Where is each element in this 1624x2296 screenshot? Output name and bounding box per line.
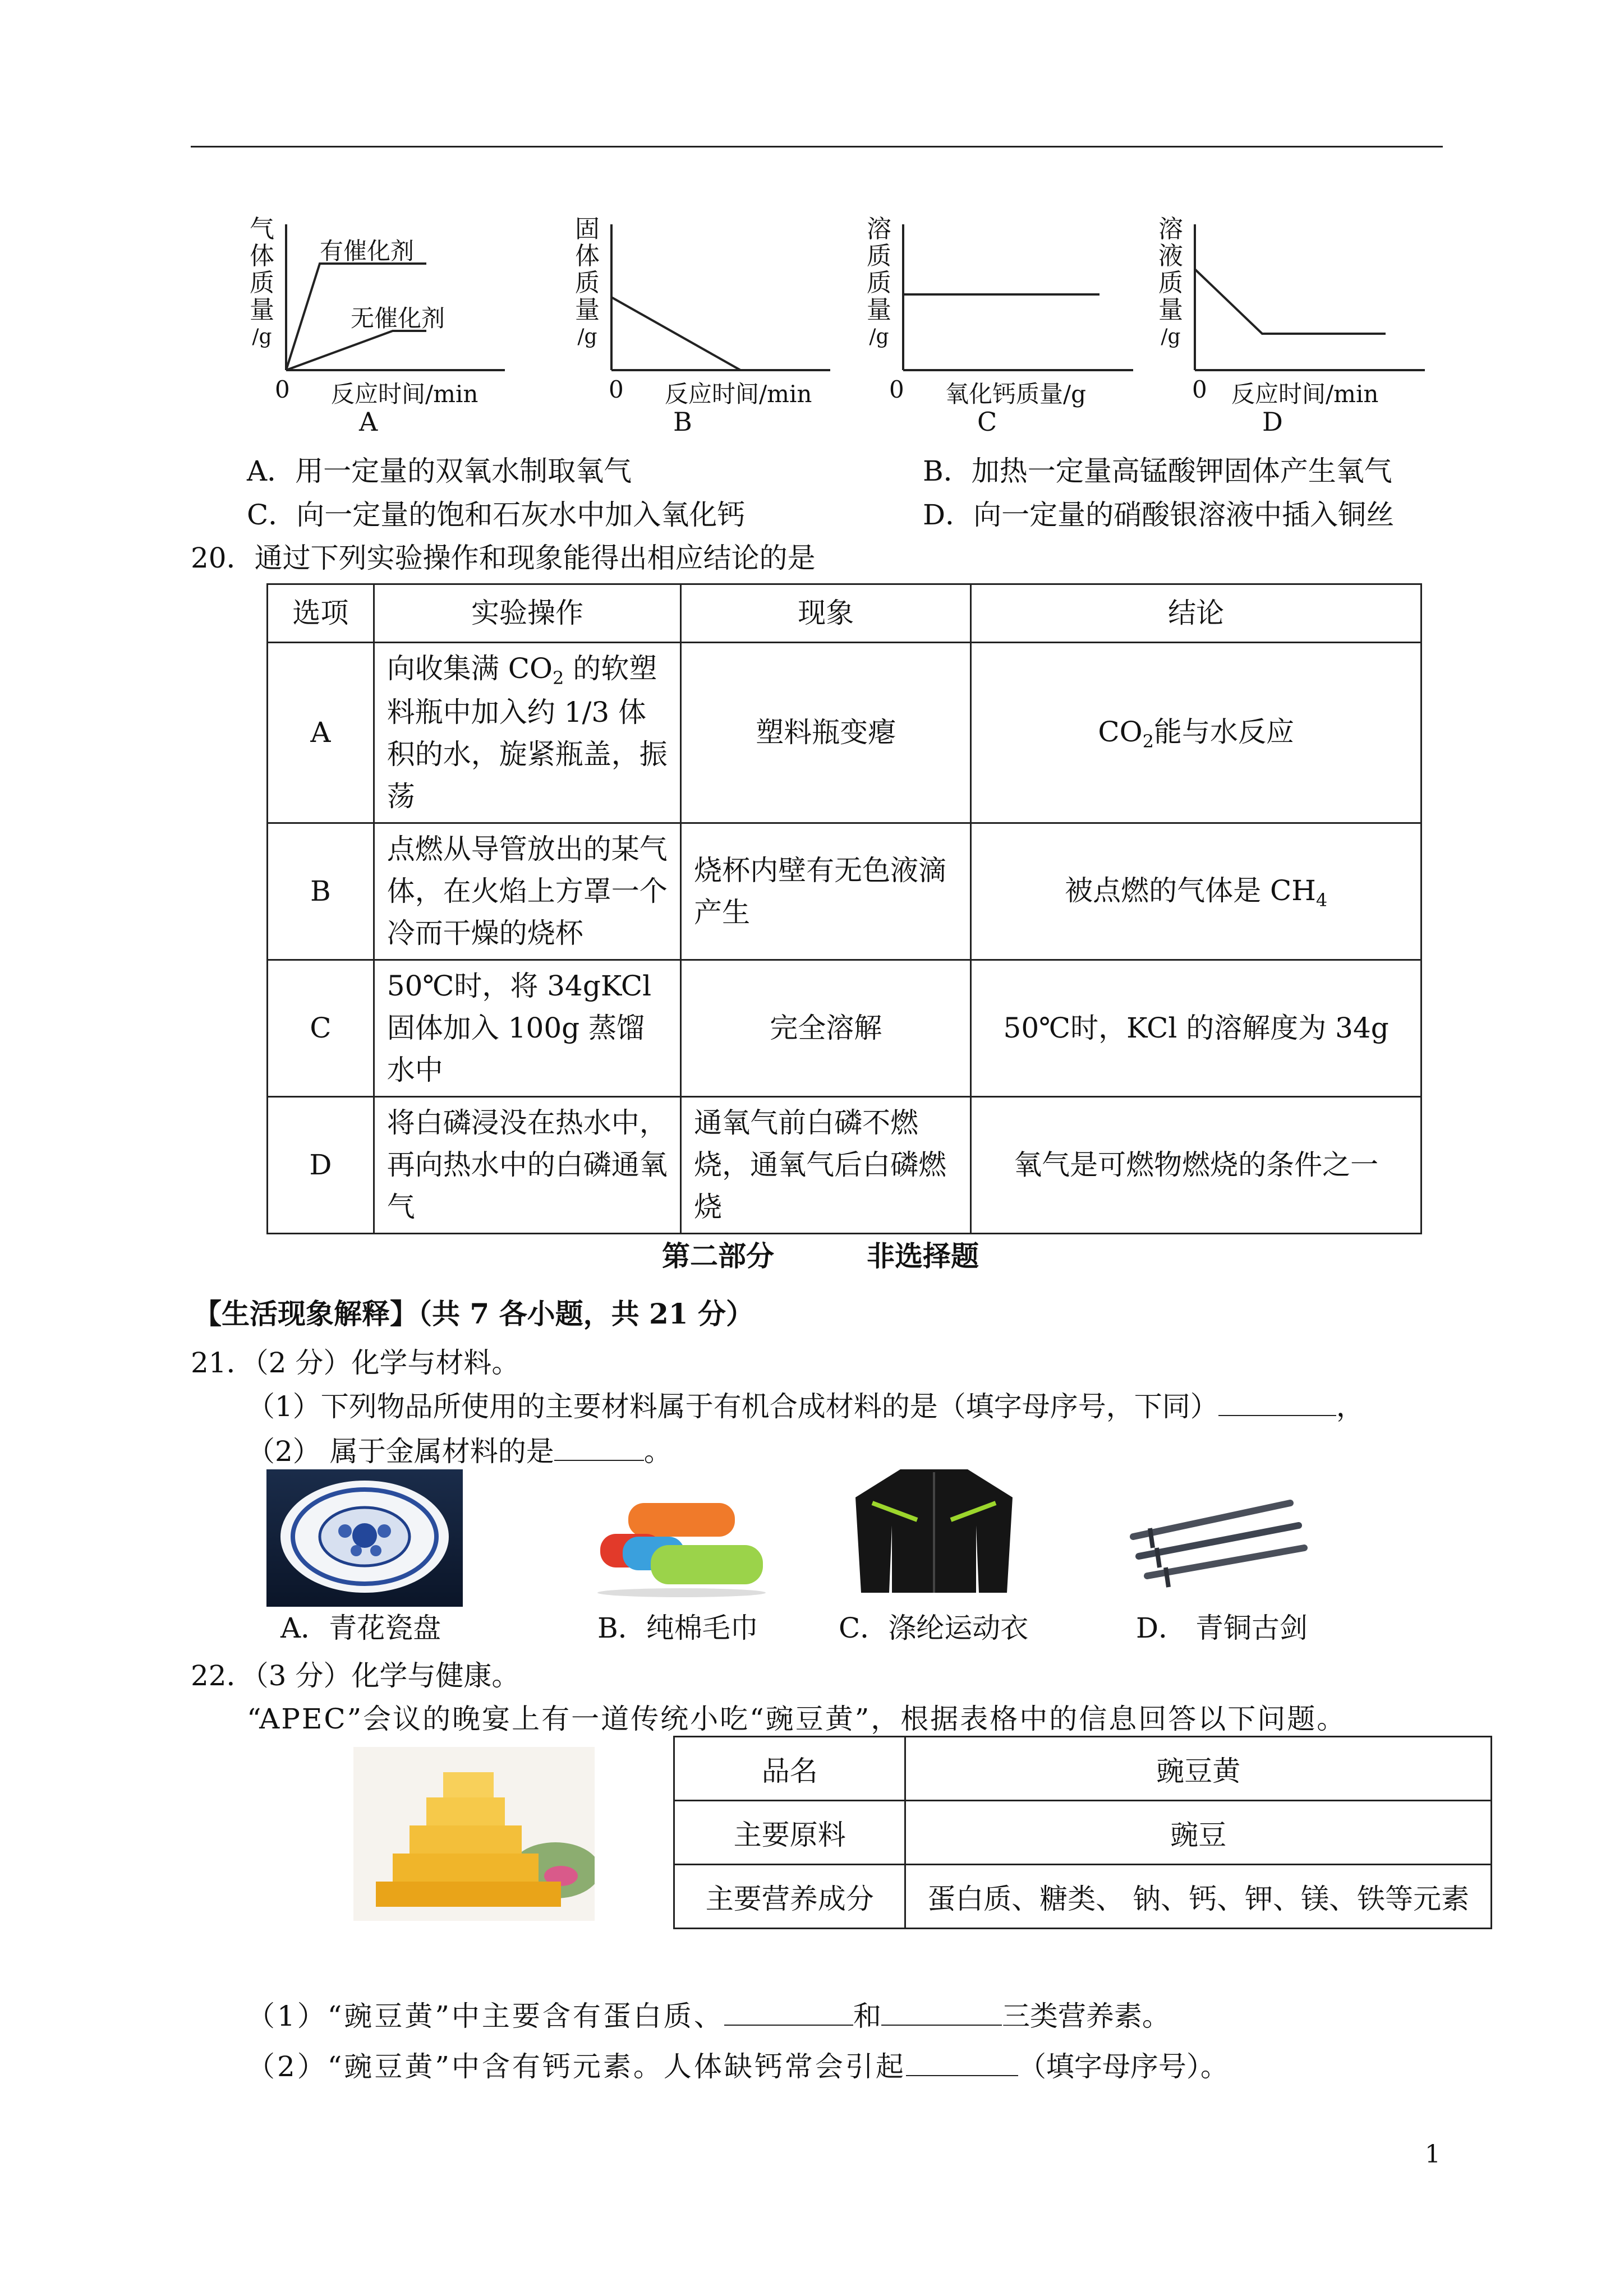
graph-d-letter: D — [1262, 407, 1283, 437]
graph-d-ylabel: 溶 液 质 量 /g — [1158, 215, 1183, 348]
q21-sub1: （1）下列物品所使用的主要材料属于有机合成材料的是（填字母序号，下同） ， — [247, 1390, 1364, 1423]
table-row — [268, 643, 1421, 823]
row-d-operation: 将白磷浸没在热水中，再向热水中的白磷通氧气 — [374, 1097, 680, 1234]
answer-blank[interactable] — [554, 1437, 644, 1461]
graph-c-origin: 0 — [889, 376, 904, 403]
table-row — [674, 1865, 1492, 1929]
graph-d — [1150, 208, 1430, 437]
q22-intro: “APEC”会议的晚宴上有一道传统小吃“豌豆黄”，根据表格中的信息回答以下问题。 — [247, 1703, 1347, 1735]
graph-d-xlabel: 反应时间/min — [1231, 380, 1379, 408]
bronze-sword-image — [1122, 1486, 1313, 1598]
answer-blank[interactable] — [906, 2053, 1018, 2076]
graph-b — [567, 208, 836, 437]
page-number: 1 — [1425, 2140, 1441, 2169]
table-row — [268, 1097, 1421, 1234]
q19-option-c: C．向一定量的饱和石灰水中加入氧化钙 — [247, 499, 746, 531]
cell-value: 豌豆黄 — [905, 1737, 1492, 1801]
graph-a-origin: 0 — [275, 376, 290, 403]
table-row — [268, 823, 1421, 960]
graph-c-ylabel: 溶 质 质 量 /g — [867, 215, 891, 348]
q22-stem: 22．（3 分）化学与健康。 — [191, 1659, 520, 1692]
q19-option-b: B．加热一定量高锰酸钾固体产生氧气 — [923, 455, 1392, 487]
row-a-option: A — [268, 643, 374, 823]
row-d-conclusion: 氧气是可燃物燃烧的条件之一 — [971, 1097, 1421, 1234]
graph-c-letter: C — [977, 407, 997, 437]
header-phenomenon: 现象 — [681, 584, 971, 643]
part2-subtitle: 非选择题 — [867, 1239, 979, 1273]
graph-a-ylabel: 气 体 质 量 /g — [250, 215, 274, 348]
cell-label: 主要营养成分 — [674, 1865, 905, 1929]
row-b-phenomenon: 烧杯内壁有无色液滴产生 — [681, 823, 971, 960]
graph-a-xlabel: 反应时间/min — [331, 380, 479, 408]
header-rule — [191, 146, 1443, 147]
header-operation: 实验操作 — [374, 584, 680, 643]
cell-value: 蛋白质、糖类、 钠、钙、钾、镁、铁等元素 — [905, 1865, 1492, 1929]
row-c-operation: 50℃时，将 34gKCl 固体加入 100g 蒸馏水中 — [374, 960, 680, 1097]
pea-cake-image — [353, 1747, 595, 1921]
table-header-row — [268, 584, 1421, 643]
row-a-operation: 向收集满 $CO_2$ 的软塑料瓶中加入约 1/3 体积的水，旋紧瓶盖，振荡 — [374, 643, 680, 823]
answer-blank[interactable] — [1218, 1393, 1336, 1416]
table-row — [674, 1801, 1492, 1865]
part2-title: 第二部分 — [662, 1239, 774, 1273]
pea-cake-info-table — [673, 1736, 1492, 1929]
q21-caption-d: D． 青铜古剑 — [1136, 1612, 1308, 1644]
q21-stem: 21．（2 分）化学与材料。 — [191, 1347, 520, 1379]
row-c-phenomenon: 完全溶解 — [681, 960, 971, 1097]
q22-sub1: （1）“豌豆黄”中主要含有蛋白质、 和 三类营养素。 — [247, 2000, 1170, 2032]
graph-c — [858, 208, 1139, 437]
graph-a — [241, 208, 510, 437]
answer-blank[interactable] — [881, 2002, 1002, 2026]
row-c-conclusion: 50℃时，KCl 的溶解度为 34g — [971, 960, 1421, 1097]
q20-table — [266, 583, 1422, 1234]
header-option: 选项 — [268, 584, 374, 643]
row-b-operation: 点燃从导管放出的某气体，在火焰上方罩一个冷而干燥的烧杯 — [374, 823, 680, 960]
cell-label: 主要原料 — [674, 1801, 905, 1865]
section-heading: 【生活现象解释】（共 7 各小题，共 21 分） — [194, 1297, 754, 1330]
q21-sub2: （2） 属于金属材料的是 。 — [247, 1435, 672, 1468]
table-row — [674, 1737, 1492, 1801]
row-d-phenomenon: 通氧气前白磷不燃烧，通氧气后白磷燃烧 — [681, 1097, 971, 1234]
row-d-option: D — [268, 1097, 374, 1234]
header-conclusion: 结论 — [971, 584, 1421, 643]
answer-blank[interactable] — [724, 2002, 853, 2026]
q19-option-d: D．向一定量的硝酸银溶液中插入铜丝 — [923, 499, 1395, 531]
graph-a-letter: A — [359, 407, 378, 437]
q20-stem: 20．通过下列实验操作和现象能得出相应结论的是 — [191, 542, 816, 574]
cotton-towel-image — [589, 1492, 769, 1598]
graph-b-letter: B — [673, 407, 692, 437]
q22-sub2: （2）“豌豆黄”中含有钙元素。人体缺钙常会引起 （填字母序号）。 — [247, 2050, 1229, 2083]
q21-caption-b: B．纯棉毛巾 — [597, 1612, 758, 1644]
graph-b-xlabel: 反应时间/min — [665, 380, 812, 408]
cell-value: 豌豆 — [905, 1801, 1492, 1865]
row-c-option: C — [268, 960, 374, 1097]
q21-caption-c: C．涤纶运动衣 — [839, 1612, 1029, 1644]
row-a-phenomenon: 塑料瓶变瘪 — [681, 643, 971, 823]
graph-a-curve-label-2: 无催化剂 — [351, 305, 445, 332]
graph-d-origin: 0 — [1192, 376, 1207, 403]
cell-label: 品名 — [674, 1737, 905, 1801]
table-row — [268, 960, 1421, 1097]
graph-c-xlabel: 氧化钙质量/g — [945, 380, 1087, 408]
polyester-jacket-image — [850, 1464, 1018, 1598]
row-b-option: B — [268, 823, 374, 960]
graph-b-ylabel: 固 体 质 量 /g — [575, 215, 600, 348]
q21-caption-a: A．青花瓷盘 — [280, 1612, 441, 1644]
graph-b-origin: 0 — [609, 376, 624, 403]
q19-option-a: A．用一定量的双氧水制取氧气 — [247, 455, 632, 487]
graph-a-curve-label-1: 有催化剂 — [320, 237, 415, 265]
porcelain-plate-image — [266, 1469, 463, 1607]
row-a-conclusion: $CO_2$能与水反应 — [971, 643, 1421, 823]
row-b-conclusion: 被点燃的气体是 $CH_4$ — [971, 823, 1421, 960]
